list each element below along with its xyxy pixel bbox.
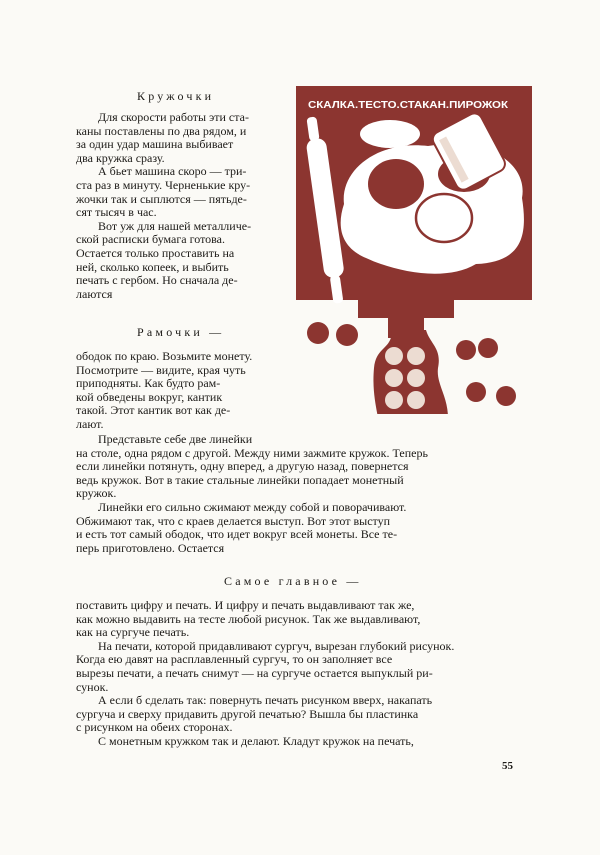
fullwidth-text-2 [76, 599, 522, 749]
cut-circle-icon [368, 159, 424, 209]
coin-blank-icon [478, 338, 498, 358]
cut-circle-icon [416, 194, 472, 242]
punched-hole-icon [407, 369, 425, 387]
paragraph: А если б сделать так: повернуть печать рисунком вверх, накапать сургуча и сверху придавить другой печатью? Вышла бы пластинка с рисунком на обеих сторонах. [76, 693, 433, 735]
column-frames-text [76, 350, 292, 432]
heading-frames: Рамочки — [137, 325, 225, 339]
heading-main: Самое главное — [224, 574, 362, 588]
punched-hole-icon [385, 369, 403, 387]
paragraph: поставить цифру и печать. И цифру и печать выдавливают так же, как можно выдавить на тесте любой рисунок. Так же выдавливают, как на сургуче печать. [76, 598, 421, 640]
column-circles-text [76, 111, 292, 301]
punched-hole-icon [407, 391, 425, 409]
page-number: 55 [502, 760, 513, 772]
punched-hole-icon [385, 347, 403, 365]
paragraph: Вот уж для нашей металличе- ской расписки бумага готова. Остается только проставить на ней, сколько копеек, и выбить печать с гербом. Но сначала де- лаются [76, 218, 252, 301]
heading-circles: Кружочки [137, 89, 215, 103]
punched-hole-icon [407, 347, 425, 365]
press-block-icon [358, 278, 454, 318]
coin-blank-icon [307, 322, 329, 344]
illustration-banner: СКАЛКА.ТЕСТО.СТАКАН.ПИРОЖОК [308, 99, 509, 111]
coin-blank-icon [496, 386, 516, 406]
coin-press-illustration [296, 278, 532, 414]
coin-blank-icon [466, 382, 486, 402]
paragraph: Представьте себе две линейки на столе, одна рядом с другой. Между ними зажмите кружок. Теперь если линейки потянуть, одну вперед, а другую назад, повернется ведь кружок. Вот в такие стальные линейки попадает монетный кружок. [76, 432, 428, 501]
paragraph: ободок по краю. Возьмите монету. Посмотрите — видите, края чуть приподняты. Как будто рам- кой обведены вокруг, кантик такой. Этот кантик вот как де- лают. [76, 349, 253, 431]
pirozhok-icon [360, 120, 420, 148]
paragraph: А бьет машина скоро — три- ста раз в минуту. Черненькие кру- жочки так и сыплются — пятьде- сят тысяч в час. [76, 164, 251, 220]
punched-hole-icon [385, 391, 403, 409]
paragraph: На печати, которой придавливают сургуч, вырезан глубокий рисунок. Когда ею давят на расплавленный сургуч, то он заполняет все вырезы печати, а печать снимут — на сургуче остается выпуклый ри- сунок. [76, 638, 455, 694]
illustration [296, 86, 532, 426]
paragraph: Для скорости работы эти ста- каны поставлены по два рядом, и за один удар машина выбивает два кружка сразу. [76, 110, 249, 165]
coin-blank-icon [336, 324, 358, 346]
coin-blank-icon [456, 340, 476, 360]
paragraph: Линейки его сильно сжимают между собой и поворачивают. Обжимают так, что с краев делается выступ. Вот этот выступ и есть тот самый ободок, что идет вокруг всей монеты. Все те- перь приготовлено. Остается [76, 499, 407, 555]
fullwidth-text-1 [76, 433, 522, 555]
paragraph: С монетным кружком так и делают. Кладут кружок на печать, [98, 733, 414, 748]
